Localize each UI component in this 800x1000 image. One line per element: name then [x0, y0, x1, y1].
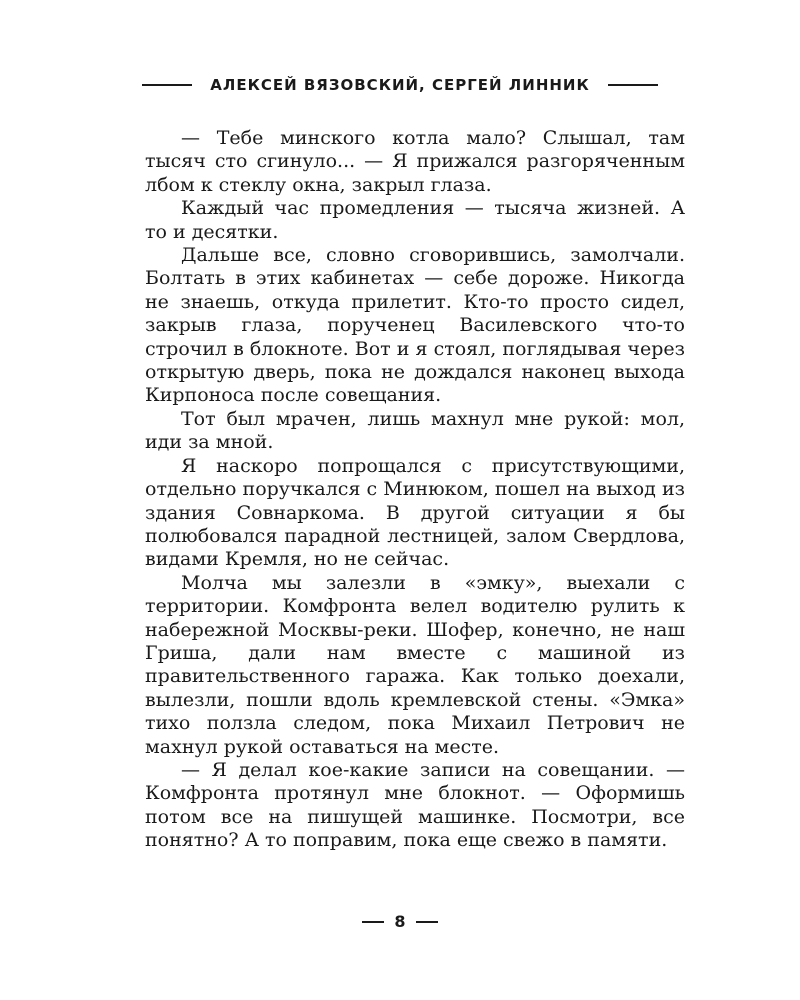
header-rule-right: [608, 84, 658, 86]
running-head: [0, 76, 800, 94]
paragraph: — Я делал кое-какие записи на совещании. — Комфронта протянул мне блокнот. — Оформишь потом все на пишущей машинке. Посмотри, все понятно? А то поправим, пока еще свежо в памяти.: [145, 758, 685, 852]
folio-dash-left: [362, 921, 384, 923]
page-folio: [0, 912, 800, 931]
paragraph: Тот был мрачен, лишь махнул мне рукой: мол, иди за мной.: [145, 407, 685, 454]
page-number: 8: [394, 912, 406, 931]
paragraph: — Тебе минского котла мало? Слышал, там тысяч сто сгинуло... — Я прижался разгоряченным лбом к стеклу окна, закрыл глаза.: [145, 127, 685, 196]
body-text: [145, 127, 685, 853]
paragraph: Каждый час промедления — тысяча жизней. А то и десятки.: [145, 197, 685, 243]
paragraph: Дальше все, словно сговорившись, замолчали. Болтать в этих кабинетах — себе дороже. Никогда не знаешь, откуда прилетит. Кто-то просто сидел, закрыв глаза, порученец Василевского что-то строчил в блокноте. Вот и я стоял, поглядывая через открытую дверь, пока не дождался наконец выхода Кирпоноса после совещания.: [145, 244, 685, 407]
paragraph: Молча мы залезли в «эмку», выехали с территории. Комфронта велел водителю рулить к набережной Москвы-реки. Шофер, конечно, не наш Гриша, дали нам вместе с машиной из правительственного гаража. Как только доехали, вылезли, пошли вдоль кремлевской стены. «Эмка» тихо ползла следом, пока Михаил Петрович не махнул рукой оставаться на месте.: [145, 571, 685, 758]
folio-dash-right: [416, 921, 438, 923]
paragraph: Я наскоро попрощался с присутствующими, отдельно поручкался с Минюком, пошел на выход из здания Совнаркома. В другой ситуации я бы полюбовался парадной лестницей, залом Свердлова, видами Кремля, но не сейчас.: [145, 454, 685, 571]
running-title: АЛЕКСЕЙ ВЯЗОВСКИЙ, СЕРГЕЙ ЛИННИК: [210, 76, 590, 94]
header-rule-left: [142, 84, 192, 86]
